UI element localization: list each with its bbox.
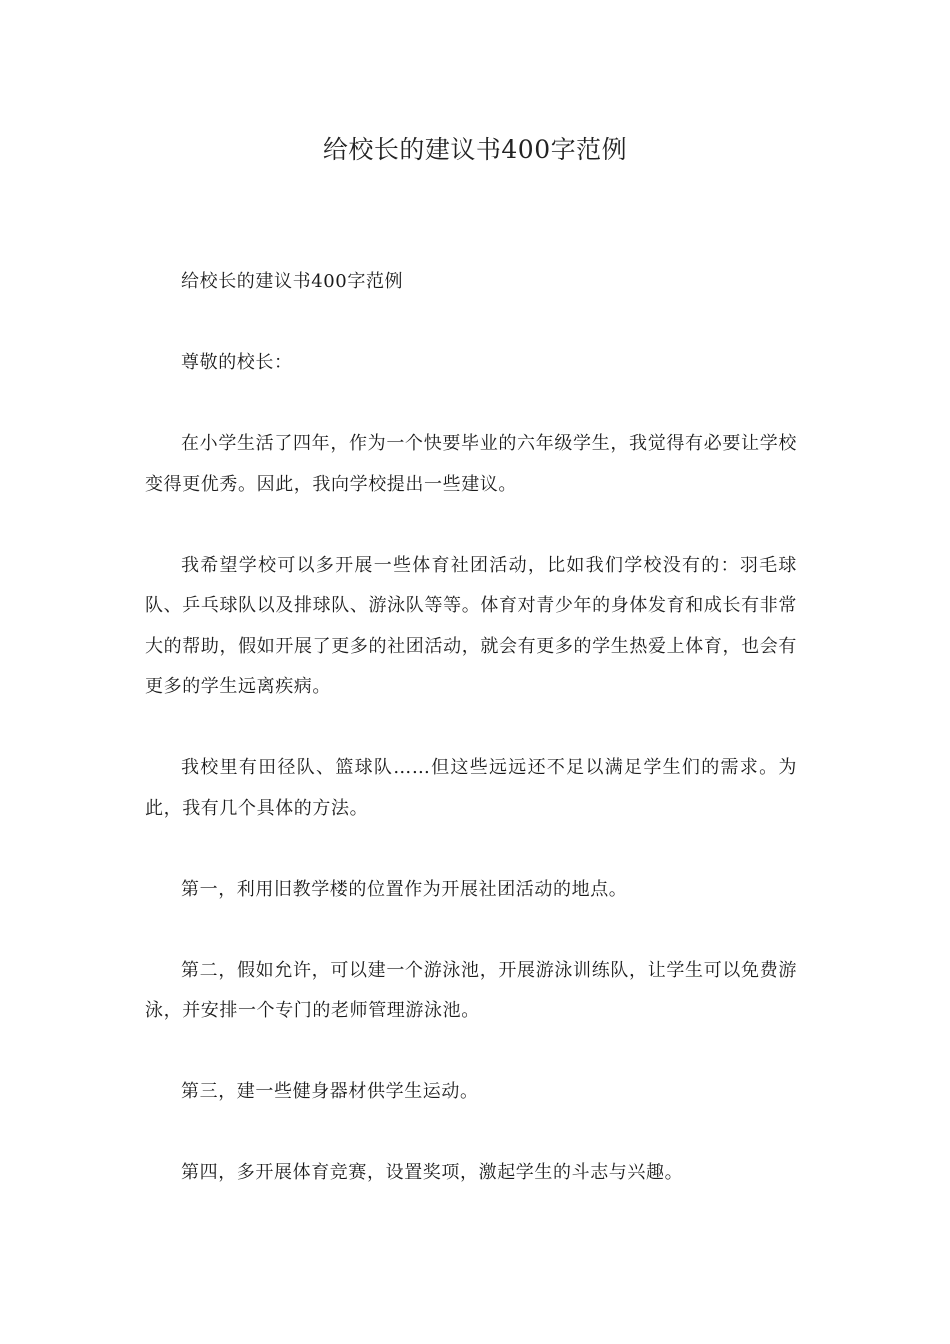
paragraph-suggestion-1: 第一，利用旧教学楼的位置作为开展社团活动的地点。 (181, 878, 628, 900)
paragraph-suggestion-3: 第三，建一些健身器材供学生运动。 (181, 1081, 479, 1102)
paragraph-sports-clubs: 我希望学校可以多开展一些体育社团活动，比如我们学校没有的：羽毛球队、乒乓球队以及排球队、游泳队等等。体育对青少年的身体发育和成长有非常大的帮助，假如开展了更多的社团活动，就会有更多的学生热爱上体育，也会有更多的学生远离疾病。 (145, 554, 797, 697)
document-title: 给校长的建议书400字范例 (322, 135, 628, 164)
paragraph-current-teams: 我校里有田径队、篮球队……但这些远远还不足以满足学生们的需求。为此，我有几个具体的方法。 (145, 757, 797, 819)
paragraph-salutation: 尊敬的校长： (181, 352, 293, 373)
paragraph-intro: 在小学生活了四年，作为一个快要毕业的六年级学生，我觉得有必要让学校变得更优秀。因此，我向学校提出一些建议。 (145, 433, 797, 495)
paragraph-suggestion-4: 第四，多开展体育竞赛，设置奖项，激起学生的斗志与兴趣。 (181, 1162, 684, 1183)
document-body (145, 262, 797, 1234)
paragraph-subtitle: 给校长的建议书400字范例 (181, 271, 404, 292)
paragraph-suggestion-2: 第二，假如允许，可以建一个游泳池，开展游泳训练队，让学生可以免费游泳，并安排一个专门的老师管理游泳池。 (145, 959, 797, 1021)
